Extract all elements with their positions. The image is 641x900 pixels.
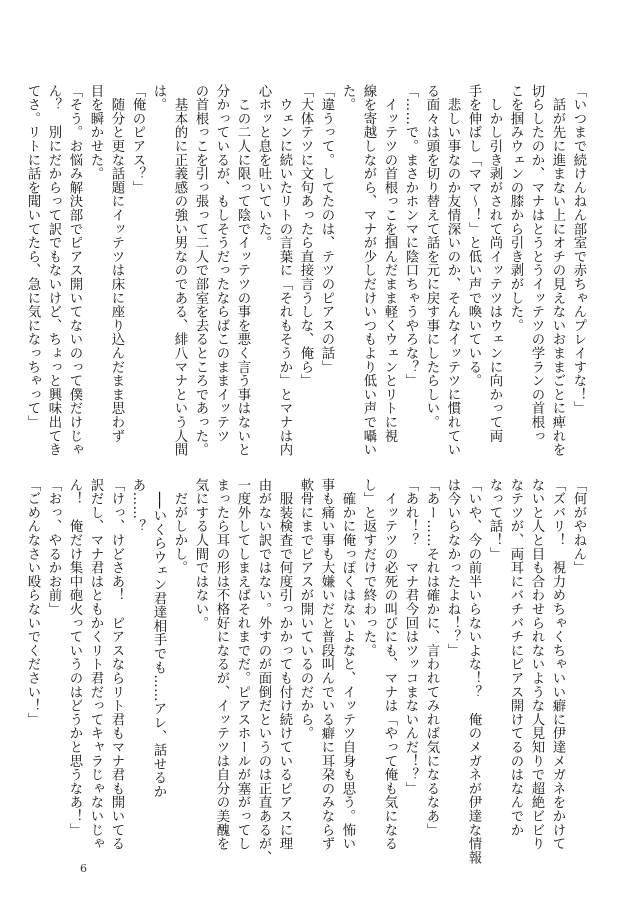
text-line: イッテツの首根っこを掴んだまま軽くウェンとリトに視 bbox=[382, 84, 397, 443]
text-line: 「……で。まさかホンマに陰口ちゃうやろな？」 bbox=[403, 84, 418, 388]
text-line: 手を伸ばし「ママ〜！」と低い声で喚いている。 bbox=[466, 84, 481, 388]
text-line: この二人に限って陰でイッテツの事を悪く言う事はないと bbox=[235, 84, 250, 457]
text-line: 訳だし、マナ君はともかくリト君だってキャラじゃないじゃ bbox=[88, 478, 103, 851]
text-line: 「あれ！？ マナ君今回はツッコまないんだ！？」 bbox=[403, 478, 418, 796]
text-line: た。 bbox=[340, 84, 355, 112]
text-line: ん？ 別にだからって訳でもないけど、ちょっと興味出てき bbox=[46, 84, 61, 457]
text-line: 「おっ、やるかお前」 bbox=[46, 478, 61, 616]
text-line: なって話！」 bbox=[487, 478, 502, 561]
text-line: 「ズバリ！ 視力めちゃくちゃいい癖に伊達メガネをかけて bbox=[550, 478, 565, 851]
text-line: イッテツの必死の叫びにも、マナは「やって俺も気になる bbox=[382, 478, 397, 851]
text-line: 随分と更な話題にイッテツは床に座り込んだまま思わず bbox=[109, 84, 124, 443]
text-line: 分かっているが、もしそうだったならばこのままイッテツ bbox=[214, 84, 229, 443]
text-line: し」と返すだけで終わった。 bbox=[361, 478, 376, 658]
text-line: 「いや、今の前半いらないよな！？ 俺のメガネが伊達な情報 bbox=[466, 478, 481, 865]
text-line: ん！ 俺だけ集中砲火っていうのはどうかと思うなあ！」 bbox=[67, 478, 82, 837]
text-line: 「違うって。してたのは、テツのピアスの話」 bbox=[319, 84, 334, 374]
text-line: 「そう。お悩み解決部でピアス開いてないのって僕だけじゃ bbox=[67, 84, 82, 457]
text-line: 心ホッと息を吐いていた。 bbox=[256, 84, 271, 250]
text-line: 「俺のピアス？」 bbox=[130, 84, 145, 195]
text-line: 目を瞬かせた。 bbox=[88, 84, 103, 181]
text-line: 軟骨にまでピアスが開いているのだから。 bbox=[298, 478, 313, 741]
text-line: 「ごめんなさい殴らないでください！」 bbox=[25, 478, 40, 727]
text-block-upper bbox=[25, 84, 589, 457]
text-line: 「何がやねん」 bbox=[571, 478, 586, 575]
text-line: 確かに俺っぽくはないよなと、イッテツ自身も思う。怖い bbox=[340, 478, 355, 851]
text-line: 悲しい事なのか友情深いのか、そんなイッテツに慣れてい bbox=[445, 84, 460, 457]
text-line: 線を寄越しながら、マナが少しだけいつもより低い声で囁い bbox=[361, 84, 376, 457]
text-line: は。 bbox=[151, 84, 166, 112]
text-line: こを掴みウェンの膝から引き剥がした。 bbox=[508, 84, 523, 333]
text-line: の首根っこを引っ張って二人で部室を去るところであった。 bbox=[193, 84, 208, 457]
text-line: ないと人と目も合わせられないような人見知りで超絶ビビり bbox=[529, 478, 544, 851]
page-number: 6 bbox=[80, 862, 87, 875]
text-line: まったら耳の形は不格好になるが、イッテツは自分の美醜を bbox=[214, 478, 229, 851]
text-line: 由がない訳ではない。外すのが面倒だというのは正直あるが、 bbox=[256, 478, 271, 865]
text-line: 切らしたのか、マナはとうとうイッテツの学ランの首根っ bbox=[529, 84, 544, 443]
text-line: てさ。リトに話を聞いてたら、急に気になっちゃって」 bbox=[25, 84, 40, 429]
text-line: る面々は頭を切り替えて話を元に戻す事にしたらしい。 bbox=[424, 84, 439, 429]
text-line: 「けっ、けどさあ！ ピアスならリト君もマナ君も開いてる bbox=[109, 478, 124, 851]
text-line: 「大体テツに文句あったら直接言うしな、俺ら」 bbox=[298, 84, 313, 388]
text-line: 一度外してしまえばそれまでだ。ピアスホールが塞がってし bbox=[235, 478, 250, 851]
text-line: 「いつまで続けんねん部室で赤ちゃんプレイすな！」 bbox=[571, 84, 586, 416]
text-line: ウェンに続いたリトの言葉に「それもそうか」とマナは内 bbox=[277, 84, 292, 457]
text-block-lower bbox=[25, 478, 589, 865]
text-line: だがしかし。 bbox=[172, 478, 187, 575]
text-line: 基本的に正義感の強い男なのである、緋八マナという人間 bbox=[172, 84, 187, 457]
text-line: しかし引き剥がされて尚イッテツはウェンに向かって両 bbox=[487, 84, 502, 443]
text-line: ──いくらウェン君達相手でも……アレ、話せるか bbox=[151, 478, 166, 799]
text-line: は今いらなかったよね！？」 bbox=[445, 478, 460, 658]
text-line: 服装検査で何度引っかかっても付け続けているピアスに理 bbox=[277, 478, 292, 851]
text-line: 話が先に進まない上にオチの見えないおままごとに痺れを bbox=[550, 84, 565, 457]
text-line: 気にする人間ではない。 bbox=[193, 478, 208, 630]
text-line: あ……？ bbox=[130, 478, 145, 534]
text-line: 事も痛い事も大嫌いだと普段叫んでいる癖に耳朶のみならず bbox=[319, 478, 334, 851]
text-line: なテツが、両耳にバチバチにピアス開けてるのはなんでか bbox=[508, 478, 523, 837]
text-line: 「あー……それは確かに、言われてみれば気になるなあ」 bbox=[424, 478, 439, 837]
